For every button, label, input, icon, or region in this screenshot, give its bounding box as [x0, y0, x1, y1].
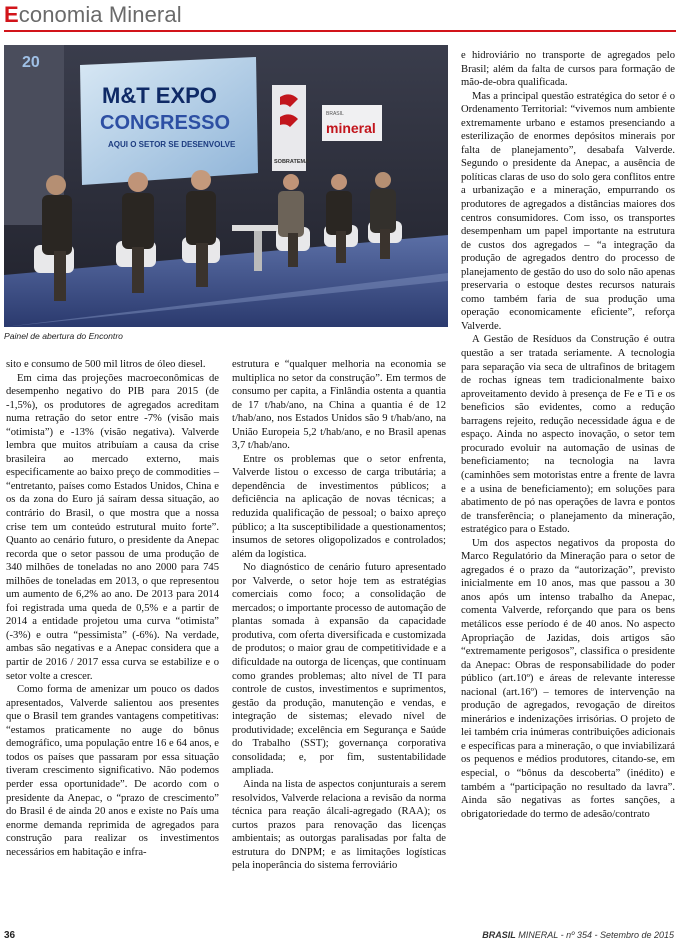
section-header-rest: conomia Mineral — [18, 2, 182, 27]
magazine-issue-line — [482, 930, 674, 940]
header-rule — [4, 30, 676, 32]
page-footer — [0, 928, 680, 944]
screen-subtitle: CONGRESSO — [100, 112, 231, 134]
paragraph: A Gestão de Resíduos da Construção é outra questão a ser tratada seriamente. A tecnologia para separação via seca de ultrafinos de britagem de rochas ígneas tem tradicionalmente baixo aproveitamento devido à presença de Fe e Ti e os beneficios são evidentes, como a redução barragens rejeito, redução necessidade água e de espaço. Ainda no aspecto inovação, o setor tem procurado evoluir na automação de usinas de beneficiamento; na tecnologia na lavra (caminhões sem motoristas entre a frente de lavra e a usina de beneficiamento); em soluções para abatimento de pó nas operações de lavra e pontos de transferência; o planejamento da mineração, estratégico para o Estado. — [461, 334, 675, 536]
paragraph: Entre os problemas que o setor enfrenta, Valverde listou o excesso de carga tributária; a dependência de investimentos públicos; a deficiência na aplicação de novas técnicas; a reduzida qualificação de pessoal; o baixo apreço público; a lta susceptibilidade a questionamentos; insumos de setores oligopolizados e controlados; além da logística. — [232, 453, 446, 560]
paragraph: Mas a principal questão estratégica do setor é o Ordenamento Territorial: “vivemos num ambiente extremamente urbano e estamos presenciando a esterilização de enormes depósitos minerais por falta de planejamento”, desabafa Valverde. Segundo o presidente da Anepac, a ausência de políticas claras de uso do solo gera conflitos entre a urbanização e a mineração, empurrando os produtores de agregados a distâncias maiores dos centros consumidores. Com isso, os transportes desempenham um papel importante na estrutura de custos dos agregados – “a integração da produção de agregados dentro do processo de planejamento de gestão do uso do solo não apenas preservaria o estoque destes recursos naturais como também faria de sua produção uma operação economicamente eficiente”, reforça Valverde. — [461, 90, 675, 332]
page-number: 36 — [4, 930, 16, 941]
screen-title: M&T EXPO — [102, 83, 217, 108]
article-column-2 — [232, 358, 446, 873]
screen-tagline: AQUI O SETOR SE DESENVOLVE — [108, 140, 236, 149]
magazine-name-bold: BRASIL — [482, 930, 516, 940]
paragraph: e hidroviário no transporte de agregados pelo Brasil; além da falta de cursos para formação de mão-de-obra qualificada. — [461, 50, 675, 89]
paragraph: No diagnóstico de cenário futuro apresentado por Valverde, o setor hoje tem as estratégias comerciais como foco; a consolidação de mercados; o importante processo de automação de plantas somada à expansão da capacidade produtiva, com oferta diversificada e customizada de produtos; o maior grau de competitividade e a dificuldade na outorga de licenças, que continuam como grandes problemas; alto nível de TI para controle de custos, investimentos e suprimentos, gestão da produção, manutenção e vendas, e integração de sistemas; elevado nível de produtividade; excelência em Segurança e Saúde do Trabalho (SST); governança corporativa consolidada; e, por fim, sustentabilidade ampliada. — [232, 562, 446, 777]
section-header — [4, 2, 182, 28]
paragraph: Ainda na lista de aspectos conjunturais a serem resolvidos, Valverde relaciona a revisão da norma técnica para reação álcali-agregado (RAA); os curtos prazos para renovação das licenças ambientais; as outorgas paralisadas por falta de estrutura do DNPM; e as limitações logísticas pela inoperância do sistema ferroviário — [232, 778, 446, 872]
photo-caption: Painel de abertura do Encontro — [4, 331, 123, 341]
section-header-initial: E — [4, 2, 19, 27]
anniversary-logo: 20 — [22, 54, 40, 71]
event-photo-illustration — [4, 45, 448, 327]
paragraph: sito e consumo de 500 mil litros de óleo diesel. — [6, 359, 206, 370]
brasil-mineral-banner-brand: mineral — [326, 120, 376, 136]
article-column-1 — [6, 358, 219, 859]
paragraph: Um dos aspectos negativos da proposta do Marco Regulatório da Mineração para o setor de agregados é o prazo da “autorização”, previsto inicialmente em 10 anos, mas que passou a 30 anos após um intenso trabalho da Anepac, comenta Valverde, reforçando que para os bens metálicos esse período é de 40 anos. No aspecto Apropriação de Jazidas, dois artigos são “extremamente perigosos”, classifica o presidente da Anepac: Obras de responsabilidade do poder público (art.10º) e áreas de relevante interesse nacional (art.16º) – temores de intervenção na produção de agregados, revogação de direitos minerários e indenizações irrisórias. O projeto de lei também cria inúmeras contribuições adicionais e específicas para a mineração, o que inviabilizará os pequenos e médios produtores, citando-se, em especial, o “bônus da descoberta” (inédito) e também a “participação no resultado da lavra”. Ainda são negativas as fortes sanções, a obrigatoriedade do termo de adesão/contrato — [461, 537, 675, 820]
magazine-issue-rest: MINERAL - nº 354 - Setembro de 2015 — [515, 930, 674, 940]
brasil-mineral-banner-top: BRASIL — [326, 111, 344, 117]
sobratema-label: SOBRATEMA — [274, 159, 310, 165]
article-column-3 — [461, 49, 675, 821]
paragraph: Em cima das projeções macroeconômicas de desempenho negativo do PIB para 2015 (de -1,5%), os produtores de agregados acreditam numa retração do setor entre -7% (visão mais “otimista”) e -13% (visão negativa). Valverde lembra que muitos atribuíam a causa da crise brasileira ao mercado externo, mais especificamente ao baixo preço de commodities – “entretanto, países como Estados Unidos, China e os da zona do Euro já saíram dessa situação, ao contrário do Brasil, o que mostra que a nossa crise tem um conteúdo estrutural muito forte”. Quanto ao cenário futuro, o presidente da Anepac recorda que o setor passou de uma produção de 340 milhões de toneladas no ano 2000 para 745 milhões de toneladas em 2013, o que representou um aumento de 6,2% ao ano. De 2013 para 2014 foi registrada uma queda de 0,5% e a partir de 2014 a entidade projetou uma curva “otimista” (-3%) e outra “pessimista” (-6%). Na verdade, ambas são negativas e a Anepac considera que a partir de 2016 / 2017 essa curva se estabilize e o setor volte a crescer. — [6, 372, 219, 682]
paragraph: Como forma de amenizar um pouco os dados apresentados, Valverde salientou aos presentes que o Brasil tem grandes vantagens competitivas: “estamos praticamente no auge do bônus demográfico, uma população entre 16 e 64 anos, e todos os países que passaram por essa situação tiveram crescimento significativo. Não podemos perder essa oportunidade”. De acordo com o presidente da Anepac, o “prazo de crescimento” do Brasil é de ainda 20 anos e existe no País uma enorme demanda reprimida de agregados para construção para realizar os investimentos necessários em habitação e infra- — [6, 684, 219, 858]
paragraph: estrutura e “qualquer melhoria na economia se multiplica no setor da construção”. Em termos de consumo per capita, a Finlândia ostenta a quantia de 17 t/hab/ano, na China a quantia é de 12 t/hab/ano, nos Estados Unidos são 9 t/hab/ano, na União Europeia 5,2 t/hab/ano, e no Brasil apenas 3,7 t/hab/ano. — [232, 359, 446, 452]
event-photo — [4, 45, 448, 327]
